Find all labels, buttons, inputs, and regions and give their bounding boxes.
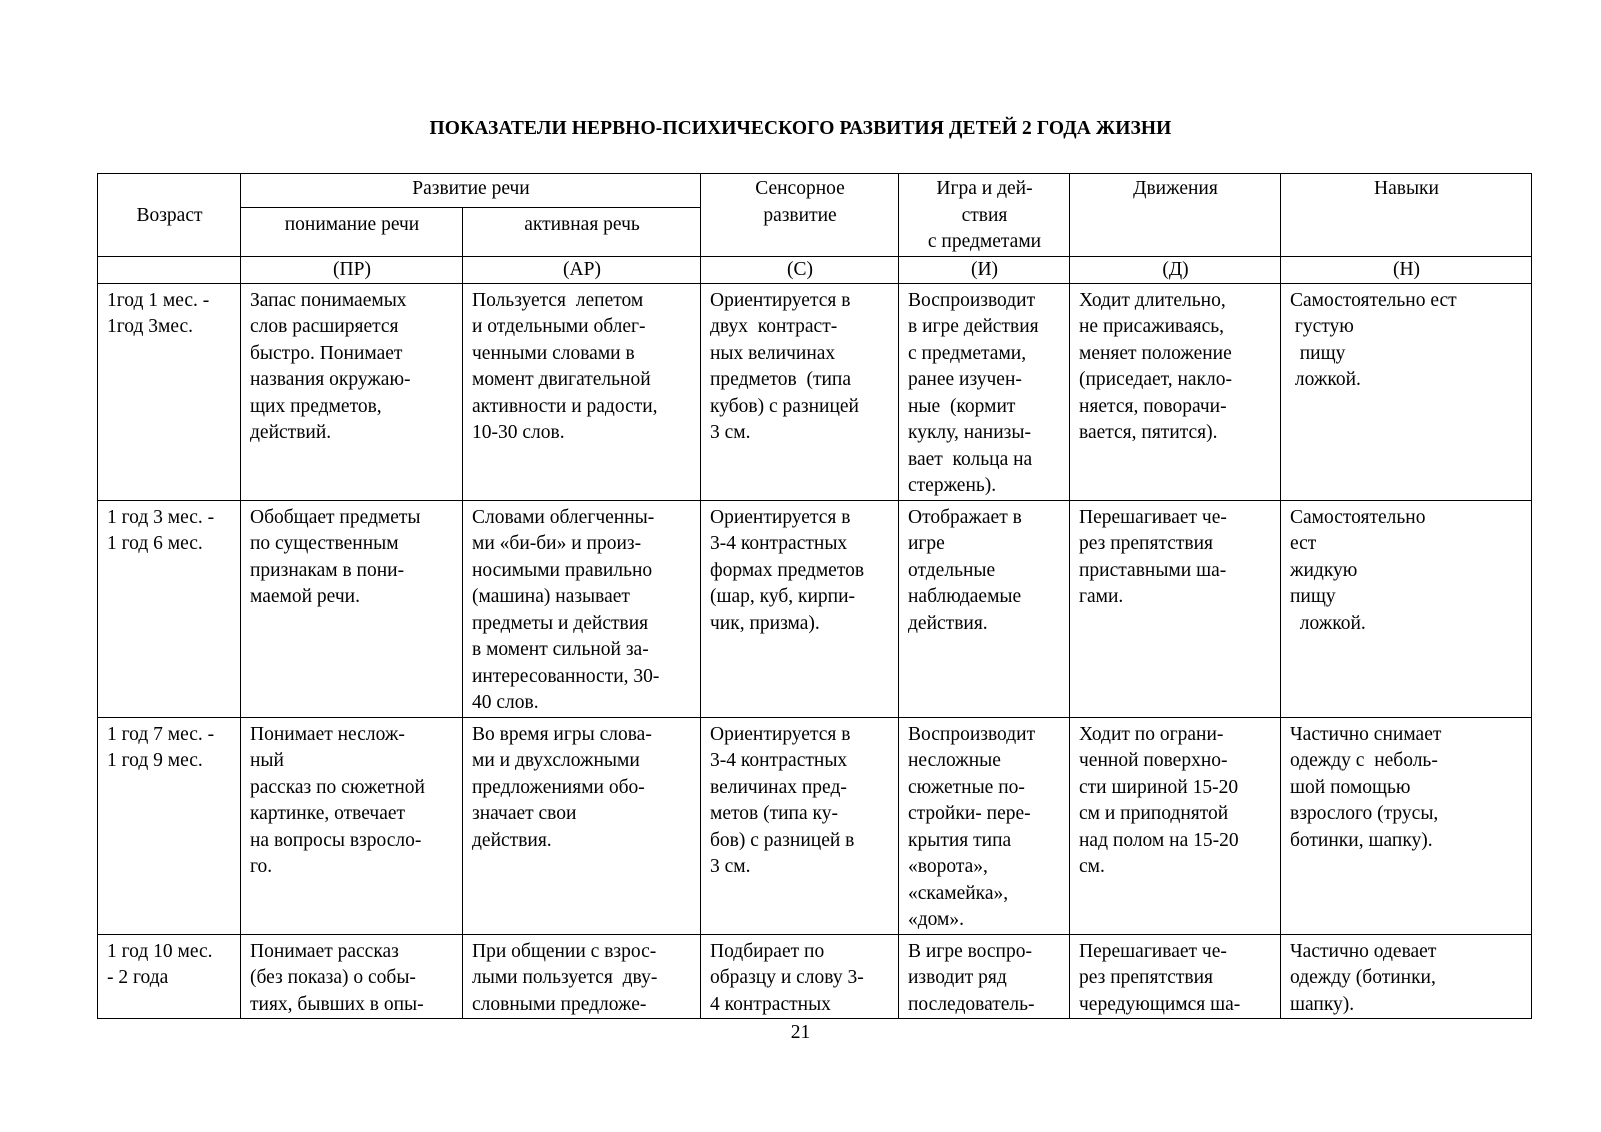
- cell-line: пищу: [1290, 342, 1346, 364]
- cell-line: предметы и действия: [472, 612, 649, 634]
- cell-line: значает свои: [472, 803, 577, 824]
- cell-line: шапку).: [1290, 993, 1355, 1015]
- cell-line: Ходит по ограни-: [1079, 723, 1224, 745]
- cell-line: крытия типа: [908, 829, 1012, 851]
- cell-line: формах предметов: [710, 559, 865, 581]
- cell-line: Понимает рассказ: [250, 940, 399, 962]
- cell-line: ложкой.: [1290, 612, 1366, 634]
- code-cell: (И): [899, 256, 1070, 283]
- play-cell: [899, 934, 1070, 1019]
- play-cell: [899, 717, 1070, 934]
- cell-line: куклу, нанизы-: [908, 422, 1031, 443]
- movement-cell: [1070, 934, 1281, 1019]
- cell-line: стержень).: [908, 475, 997, 496]
- cell-line: Запас понимаемых: [250, 289, 407, 311]
- cell-line: чик, призма).: [710, 612, 820, 634]
- cell-line: Частично снимает: [1290, 723, 1442, 745]
- cell-line: вает кольца на: [908, 448, 1033, 470]
- page-title: ПОКАЗАТЕЛИ НЕРВНО-ПСИХИЧЕСКОГО РАЗВИТИЯ ДЕТЕЙ 2 ГОДА ЖИЗНИ: [429, 118, 1172, 139]
- cell-line: рез препятствия: [1079, 967, 1214, 988]
- header-play-line: ствия: [961, 204, 1008, 226]
- cell-line: ный: [250, 750, 284, 771]
- header-speech-understanding: понимание речи: [241, 208, 463, 256]
- header-speech-group: Развитие речи: [241, 174, 701, 208]
- cell-line: по существенным: [250, 533, 399, 554]
- cell-line: 1 год 10 мес.: [107, 940, 213, 962]
- cell-line: 10-30 слов.: [472, 422, 565, 443]
- cell-line: Подбирает по: [710, 940, 825, 962]
- skills-cell: [1281, 934, 1532, 1019]
- cell-line: стройки- пере-: [908, 803, 1031, 824]
- cell-line: предложениями обо-: [472, 776, 645, 798]
- cell-line: отдельные: [908, 559, 996, 581]
- skills-cell: [1281, 500, 1532, 717]
- cell-line: Воспроизводит: [908, 723, 1036, 745]
- cell-line: - 2 года: [107, 967, 169, 988]
- cell-line: Ходит длительно,: [1079, 289, 1226, 311]
- age-cell: [98, 934, 241, 1019]
- cell-line: ченной поверхно-: [1079, 750, 1228, 771]
- cell-line: пищу: [1290, 586, 1336, 607]
- cell-line: 1 год 9 мес.: [107, 750, 203, 771]
- header-sensory-line: развитие: [763, 204, 837, 226]
- cell-line: маемой речи.: [250, 586, 360, 607]
- header-play-line: Игра и дей-: [936, 178, 1033, 199]
- cell-line: Отображает в: [908, 506, 1022, 528]
- cell-line: ные (кормит: [908, 395, 1016, 417]
- cell-line: бов) с разницей в: [710, 829, 855, 851]
- speech-understanding-cell: [241, 500, 463, 717]
- cell-line: действий.: [250, 422, 332, 443]
- cell-line: образцу и слову 3-: [710, 967, 864, 988]
- header-play-line: с предметами: [927, 231, 1042, 252]
- cell-line: тиях, бывших в опы-: [250, 993, 424, 1015]
- cell-line: Перешагивает че-: [1079, 940, 1227, 962]
- cell-line: величинах пред-: [710, 776, 847, 798]
- cell-line: ранее изучен-: [908, 369, 1022, 390]
- cell-line: 1год 3мес.: [107, 316, 194, 337]
- table-row: [98, 283, 1532, 500]
- cell-line: вается, пятится).: [1079, 422, 1218, 443]
- cell-line: Самостоятельно: [1290, 506, 1426, 528]
- active-speech-cell: [463, 283, 701, 500]
- cell-line: 3 см.: [710, 422, 751, 443]
- code-empty-cell: [98, 256, 241, 283]
- header-play: [899, 174, 1070, 257]
- movement-cell: [1070, 283, 1281, 500]
- cell-line: Перешагивает че-: [1079, 506, 1227, 528]
- cell-line: (машина) называет: [472, 586, 630, 607]
- cell-line: носимыми правильно: [472, 559, 653, 581]
- cell-line: щих предметов,: [250, 395, 382, 417]
- cell-line: лыми пользуется дву-: [472, 967, 658, 988]
- movement-cell: [1070, 500, 1281, 717]
- cell-line: метов (типа ку-: [710, 803, 838, 824]
- cell-line: 40 слов.: [472, 692, 539, 713]
- movement-cell: [1070, 717, 1281, 934]
- cell-line: приставными ша-: [1079, 559, 1227, 581]
- cell-line: ных величинах: [710, 342, 836, 364]
- cell-line: в момент сильной за-: [472, 639, 649, 660]
- cell-line: меняет положение: [1079, 342, 1232, 364]
- code-cell: (ПР): [241, 256, 463, 283]
- cell-line: двух контраст-: [710, 316, 838, 337]
- cell-line: 1 год 7 мес. -: [107, 723, 215, 745]
- cell-line: ченными словами в: [472, 342, 635, 364]
- cell-line: ми и двухсложными: [472, 750, 640, 771]
- code-cell: (С): [701, 256, 899, 283]
- cell-line: чередующимся ша-: [1079, 993, 1241, 1015]
- header-row-1: [98, 174, 1532, 208]
- cell-line: интересованности, 30-: [472, 665, 660, 687]
- cell-line: Во время игры слова-: [472, 723, 652, 745]
- cell-line: одежду (ботинки,: [1290, 967, 1436, 988]
- cell-line: 1год 1 мес. -: [107, 289, 210, 311]
- cell-line: сюжетные по-: [908, 776, 1025, 798]
- code-row: [98, 256, 1532, 283]
- code-cell: (Н): [1281, 256, 1532, 283]
- cell-line: Словами облегченны-: [472, 506, 655, 528]
- active-speech-cell: [463, 500, 701, 717]
- speech-understanding-cell: [241, 934, 463, 1019]
- header-sensory-line: Сенсорное: [755, 178, 845, 199]
- cell-line: признакам в пони-: [250, 559, 405, 581]
- cell-line: и отдельными облег-: [472, 316, 646, 337]
- play-cell: [899, 500, 1070, 717]
- cell-line: гами.: [1079, 586, 1124, 607]
- cell-line: сти шириной 15-20: [1079, 776, 1239, 798]
- cell-line: Понимает неслож-: [250, 723, 405, 745]
- cell-line: ботинки, шапку).: [1290, 829, 1433, 851]
- cell-line: игре: [908, 533, 945, 554]
- header-age: Возраст: [98, 174, 241, 257]
- speech-understanding-cell: [241, 283, 463, 500]
- cell-line: жидкую: [1290, 559, 1358, 581]
- sensory-cell: [701, 500, 899, 717]
- cell-line: В игре воспро-: [908, 940, 1032, 962]
- cell-line: «ворота»,: [908, 856, 988, 877]
- cell-line: (шар, куб, кирпи-: [710, 586, 856, 607]
- cell-line: «дом».: [908, 909, 965, 930]
- cell-line: действия.: [472, 829, 552, 851]
- cell-line: действия.: [908, 612, 988, 634]
- cell-line: наблюдаемые: [908, 586, 1022, 607]
- skills-cell: [1281, 717, 1532, 934]
- table-row: [98, 500, 1532, 717]
- cell-line: быстро. Понимает: [250, 342, 403, 364]
- development-table: [97, 173, 1532, 1019]
- cell-line: см.: [1079, 856, 1105, 877]
- age-cell: [98, 283, 241, 500]
- cell-line: взрослого (трусы,: [1290, 803, 1439, 824]
- cell-line: названия окружаю-: [250, 369, 411, 390]
- cell-line: изводит ряд: [908, 967, 1007, 988]
- header-sensory: [701, 174, 899, 257]
- cell-line: с предметами,: [908, 342, 1027, 364]
- cell-line: Ориентируется в: [710, 723, 851, 745]
- cell-line: предметов (типа: [710, 369, 852, 390]
- sensory-cell: [701, 717, 899, 934]
- cell-line: Обобщает предметы: [250, 506, 421, 528]
- cell-line: активности и радости,: [472, 395, 658, 417]
- cell-line: 3-4 контрастных: [710, 533, 848, 554]
- cell-line: Частично одевает: [1290, 940, 1437, 962]
- skills-cell: [1281, 283, 1532, 500]
- cell-line: (приседает, накло-: [1079, 369, 1232, 390]
- cell-line: несложные: [908, 750, 1001, 771]
- cell-line: ложкой.: [1290, 369, 1361, 390]
- age-cell: [98, 717, 241, 934]
- cell-line: шой помощью: [1290, 776, 1411, 798]
- cell-line: на вопросы взросло-: [250, 829, 422, 851]
- active-speech-cell: [463, 934, 701, 1019]
- cell-line: Воспроизводит: [908, 289, 1036, 311]
- cell-line: словными предложе-: [472, 993, 647, 1015]
- cell-line: густую: [1290, 316, 1354, 337]
- cell-line: няется, поворачи-: [1079, 395, 1227, 417]
- page-number: 21: [790, 1022, 811, 1043]
- cell-line: Пользуется лепетом: [472, 289, 644, 311]
- cell-line: Ориентируется в: [710, 506, 851, 528]
- header-speech-active: активная речь: [463, 208, 701, 256]
- cell-line: 3-4 контрастных: [710, 750, 848, 771]
- cell-line: (без показа) о собы-: [250, 967, 416, 988]
- cell-line: рез препятствия: [1079, 533, 1214, 554]
- cell-line: в игре действия: [908, 316, 1039, 337]
- cell-line: см и приподнятой: [1079, 803, 1229, 824]
- speech-understanding-cell: [241, 717, 463, 934]
- sensory-cell: [701, 934, 899, 1019]
- active-speech-cell: [463, 717, 701, 934]
- cell-line: момент двигательной: [472, 369, 651, 390]
- cell-line: Самостоятельно ест: [1290, 289, 1457, 311]
- table-row: [98, 717, 1532, 934]
- table-row: [98, 934, 1532, 1019]
- play-cell: [899, 283, 1070, 500]
- cell-line: При общении с взрос-: [472, 940, 657, 962]
- cell-line: 1 год 6 мес.: [107, 533, 203, 554]
- header-skills: Навыки: [1281, 174, 1532, 257]
- age-cell: [98, 500, 241, 717]
- cell-line: Ориентируется в: [710, 289, 851, 311]
- cell-line: кубов) с разницей: [710, 395, 859, 417]
- cell-line: рассказ по сюжетной: [250, 776, 425, 798]
- cell-line: 4 контрастных: [710, 993, 831, 1015]
- cell-line: слов расширяется: [250, 316, 399, 337]
- cell-line: го.: [250, 856, 273, 877]
- cell-line: не присаживаясь,: [1079, 316, 1225, 337]
- cell-line: последователь-: [908, 993, 1035, 1015]
- cell-line: 1 год 3 мес. -: [107, 506, 215, 528]
- cell-line: ми «би-би» и произ-: [472, 533, 642, 554]
- sensory-cell: [701, 283, 899, 500]
- cell-line: ест: [1290, 533, 1317, 554]
- cell-line: картинке, отвечает: [250, 803, 406, 824]
- cell-line: одежду с неболь-: [1290, 750, 1438, 771]
- cell-line: 3 см.: [710, 856, 751, 877]
- cell-line: «скамейка»,: [908, 882, 1009, 904]
- code-cell: (АР): [463, 256, 701, 283]
- header-movement: Движения: [1070, 174, 1281, 257]
- cell-line: над полом на 15-20: [1079, 829, 1239, 851]
- code-cell: (Д): [1070, 256, 1281, 283]
